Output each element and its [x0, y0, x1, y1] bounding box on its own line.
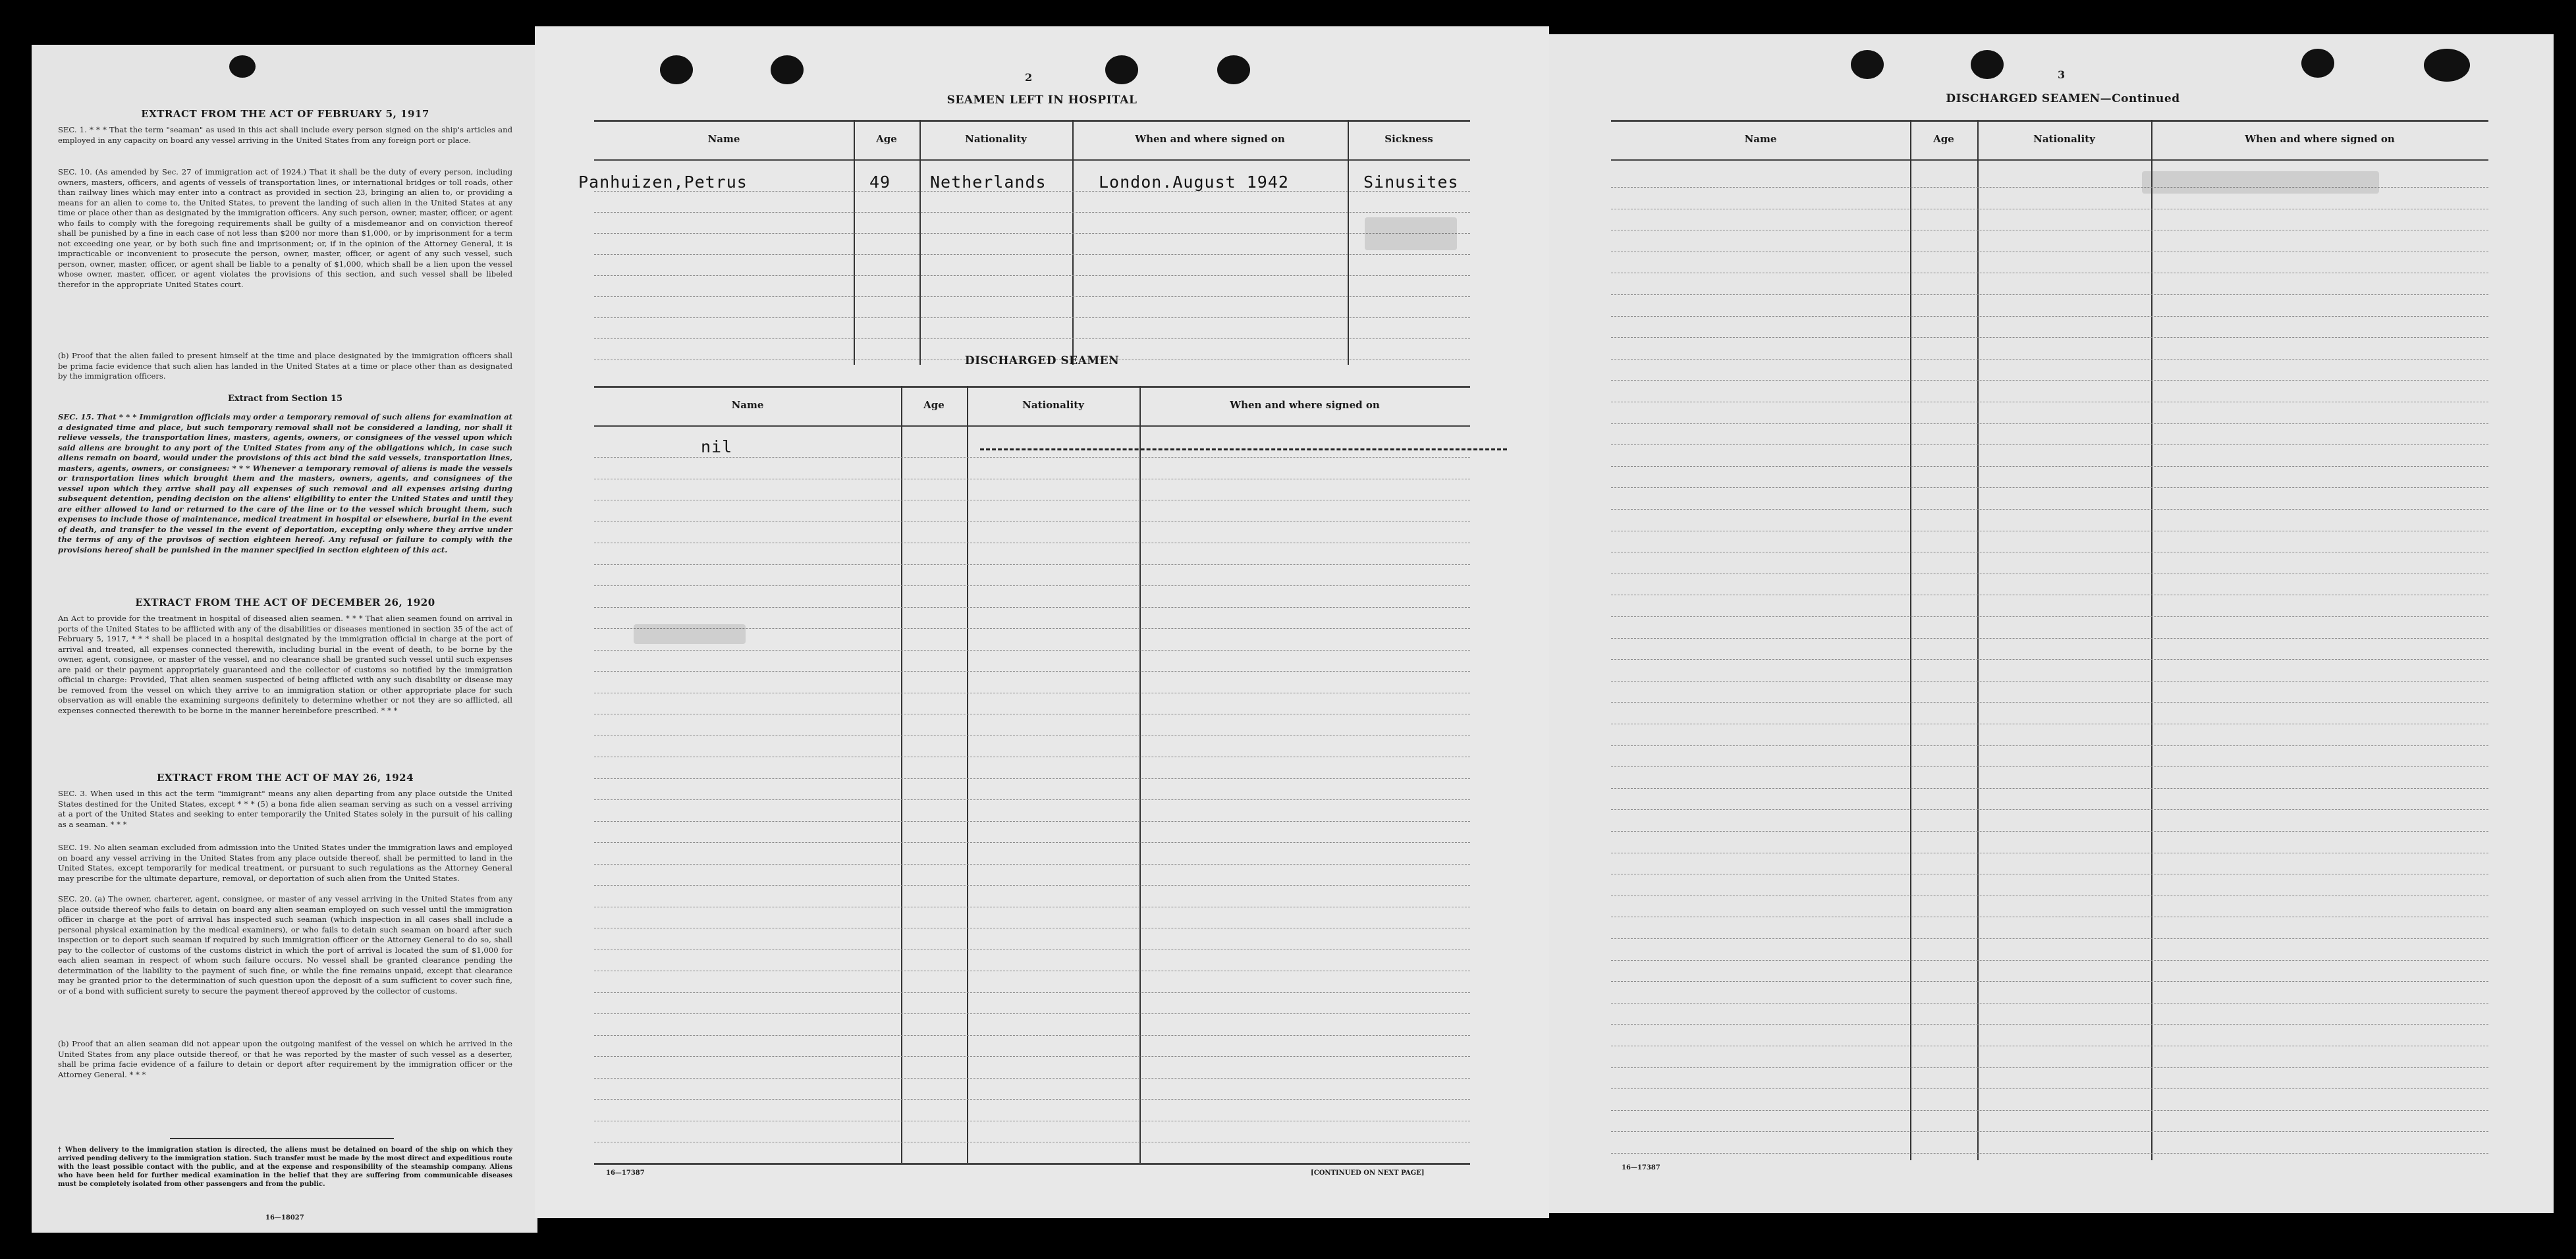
- column-header-signed-on: When and where signed on: [1135, 133, 1285, 145]
- ruled-line: [594, 543, 1470, 544]
- form-page-2: [535, 26, 1549, 1218]
- ruled-line: [1611, 531, 2488, 532]
- ruled-line: [594, 736, 1470, 737]
- ruled-line: [594, 885, 1470, 886]
- ruled-line: [594, 457, 1470, 458]
- hospital-seaman-age: 49: [869, 173, 891, 192]
- ruled-line: [1611, 1003, 2488, 1004]
- form-number: 16—17387: [606, 1169, 645, 1177]
- heading-act-1920: EXTRACT FROM THE ACT OF DECEMBER 26, 1920: [135, 597, 435, 608]
- ruled-line: [1611, 853, 2488, 854]
- ruled-line: [1611, 917, 2488, 918]
- ruled-line: [1611, 509, 2488, 510]
- ruled-line: [1611, 1088, 2488, 1090]
- ruled-line: [594, 1121, 1470, 1122]
- ruled-line: [1611, 702, 2488, 703]
- ruled-line: [1611, 766, 2488, 768]
- strike-through-line: [980, 448, 1507, 450]
- ruled-line: [594, 907, 1470, 908]
- ruled-line: [594, 650, 1470, 651]
- ruled-line: [1611, 595, 2488, 596]
- ruled-line: [1611, 1024, 2488, 1025]
- ruled-line: [594, 564, 1470, 566]
- ruled-line: [1611, 294, 2488, 296]
- ruled-line: [594, 1099, 1470, 1100]
- text-1924-sec-20: SEC. 20. (a) The owner, charterer, agent, consignee, or master of any vessel arriving in the United States from any place outside thereof who fails to detain on board any alien seaman employed on such vessel until the immigration officer in charge at the port of arrival has inspected such seaman (which inspection in all cases shall include a personal physical examination by the medical examiners), or who fails to detain such seaman on board after such inspection or to deport such seaman if required by such immigration officer or the Attorney General to do so, shall pay to the collector of customs of the customs district in which the port of arrival is located the sum of $1,000 for each alien seaman in respect of whom such failure occurs. No vessel shall be granted clearance pending the determination of the liability to the payment of such fine, or while the fine remains unpaid, except that clearance may be granted prior to the determination of such question upon the deposit of a sum sufficient to cover such fine, or of a bond with sufficient surety to secure the payment thereof approved by the collector of customs.: [58, 894, 512, 996]
- ruled-line: [594, 821, 1470, 822]
- ruled-line: [1611, 552, 2488, 553]
- ruled-line: [594, 1056, 1470, 1058]
- form-page-3: [1549, 34, 2554, 1213]
- hospital-seaman-sickness: Sinusites: [1363, 173, 1459, 192]
- ruled-line: [1611, 402, 2488, 403]
- ruled-line: [1611, 230, 2488, 231]
- punch-hole: [1105, 55, 1138, 84]
- column-header-signed-on: When and where signed on: [2245, 133, 2395, 145]
- stain-mark: [2142, 171, 2379, 194]
- ruled-line: [1611, 809, 2488, 811]
- ruled-line: [1611, 874, 2488, 875]
- text-sec-10: SEC. 10. (As amended by Sec. 27 of immigration act of 1924.) That it shall be the duty of every person, including owners, masters, officers, and agents of vessels of transportation lines, or international bridges or toll roads, other than railway lines which may enter into a contract as provided in section 23, bringing an alien to, or providing a means for an alien to come to, the United States, to prevent the landing of such alien in the United States at any time or place other than as designated by the immigration officers. Any such person, owner, master, officer, or agent who fails to comply with the foregoing requirements shall be guilty of a misdemeanor and on conviction thereof shall be punished by a fine in each case of not less than $200 nor more than $1,000, or by imprisonment for a term not exceeding one year, or by both such fine and imprisonment; or, if in the opinion of the Attorney General, it is impracticable or inconvenient to prosecute the person, owner, master, officer, or agent of any such vessel, such person, owner, master, officer, or agent shall be liable to a penalty of $1,000, which shall be a lien upon the vessel whose owner, master, officer, or agent violates the provisions of this section, and such vessel shall be libeled therefor in the appropriate United States court.: [58, 167, 512, 289]
- punch-hole: [229, 55, 256, 78]
- column-header-sickness: Sickness: [1384, 133, 1433, 145]
- column-header-nationality: Nationality: [2033, 133, 2095, 145]
- ruled-line: [594, 757, 1470, 758]
- stain-mark: [634, 624, 746, 644]
- ruled-line: [1611, 466, 2488, 468]
- ruled-line: [594, 992, 1470, 994]
- heading-act-1924: EXTRACT FROM THE ACT OF MAY 26, 1924: [156, 772, 414, 784]
- ruled-line: [1611, 1110, 2488, 1112]
- ruled-line: [594, 671, 1470, 672]
- punch-hole: [1217, 55, 1250, 84]
- ruled-line: [1611, 337, 2488, 338]
- ruled-line: [1611, 788, 2488, 790]
- heading-act-1917: EXTRACT FROM THE ACT OF FEBRUARY 5, 1917: [141, 108, 429, 120]
- heading-section-15: Extract from Section 15: [227, 394, 343, 404]
- ruled-line: [1611, 1067, 2488, 1069]
- ruled-line: [1611, 316, 2488, 317]
- ruled-line: [1611, 831, 2488, 832]
- ruled-line: [1611, 487, 2488, 489]
- column-header-age: Age: [876, 133, 897, 145]
- punch-hole: [660, 55, 693, 84]
- ruled-line: [1611, 359, 2488, 360]
- ruled-line: [594, 778, 1470, 780]
- ruled-line: [594, 714, 1470, 715]
- column-header-age: Age: [923, 399, 945, 411]
- punch-hole: [1971, 50, 2004, 79]
- ruled-line: [594, 1078, 1470, 1079]
- ruled-line: [1611, 252, 2488, 253]
- column-header-nationality: Nationality: [1022, 399, 1084, 411]
- ruled-line: [1611, 938, 2488, 940]
- ruled-line: [1611, 681, 2488, 682]
- form-number: 16—18027: [265, 1214, 304, 1221]
- ruled-line: [1611, 1046, 2488, 1047]
- text-1924-sec-19: SEC. 19. No alien seaman excluded from admission into the United States under the immigration laws and employed on board any vessel arriving in the United States from any place outside thereof, shall be permitted to land in the United States, except temporarily for medical treatment, or pursuant to such regulations as the Attorney General may prescribe for the ultimate departure, removal, or deportation of such alien from the United States.: [58, 843, 512, 883]
- hospital-seaman-nationality: Netherlands: [930, 173, 1047, 192]
- column-header-signed-on: When and where signed on: [1230, 399, 1380, 411]
- ruled-line: [594, 522, 1470, 523]
- ruled-line: [594, 500, 1470, 501]
- punch-hole: [2301, 49, 2334, 78]
- ruled-line: [594, 842, 1470, 844]
- ruled-line: [594, 971, 1470, 972]
- discharged-section-title: DISCHARGED SEAMEN: [964, 354, 1120, 367]
- punch-hole: [2424, 49, 2470, 82]
- column-header-name: Name: [731, 399, 764, 411]
- ruled-line: [594, 950, 1470, 951]
- ruled-line: [1611, 574, 2488, 575]
- ruled-line: [594, 864, 1470, 865]
- text-sec-15: SEC. 15. That * * * Immigration officials may order a temporary removal of such aliens for examination at a designated time and place, but such temporary removal shall not be considered a landing, nor shall it relieve vessels, the transportation lines, masters, agents, owners, or consignees of the vessel upon which said aliens are brought to any port of the United States from any of the obligations which, in case such aliens remain on board, would under the provisions of this act bind the said vessels, transportation lines, masters, agents, owners, or consignees: * * * Whenever a temporary removal of aliens is made the vessels or transportation lines which brought them and the masters, owners, agents, and consignees of the vessel upon which they arrive shall pay all expenses of such removal and all expenses arising during subsequent detention, pending decision on the aliens' eligibility to enter the United States and until they are either allowed to land or returned to the care of the line or to the vessel which brought them, such expenses to include those of maintenance, medical treatment in hospital or elsewhere, burial in the event of death, and transfer to the vessel in the event of deportation, excepting only where they arrive under the terms of any of the provisos of section eighteen hereof. Any refusal or failure to comply with the provisions hereof shall be punished in the manner specified in section eighteen of this act.: [58, 412, 512, 554]
- form-number: 16—17387: [1622, 1164, 1660, 1171]
- column-header-name: Name: [707, 133, 740, 145]
- ruled-line: [594, 585, 1470, 587]
- ruled-line: [1611, 960, 2488, 961]
- ruled-line: [1611, 981, 2488, 982]
- ruled-line: [1611, 1153, 2488, 1154]
- ruled-line: [1611, 209, 2488, 210]
- ruled-line: [1611, 1131, 2488, 1133]
- ruled-line: [594, 928, 1470, 929]
- ruled-line: [594, 799, 1470, 801]
- ruled-line: [1611, 724, 2488, 725]
- footnote-text: † When delivery to the immigration station is directed, the aliens must be detained on board of the ship on which they arrived pending delivery to the immigration station. Such transfer must be made by the most direct and expeditious route with the least possible contact with the public, and at the expense and responsibility of the steamship company. Aliens who have been held for further medical examination in the belief that they are suffering from communicable diseases must be completely isolated from other passengers and from the public.: [58, 1146, 512, 1188]
- ruled-line: [1611, 423, 2488, 425]
- punch-hole: [1851, 50, 1884, 79]
- continued-note: [CONTINUED ON NEXT PAGE]: [1311, 1169, 1425, 1177]
- page-number: 3: [2058, 68, 2066, 81]
- text-sec-1: SEC. 1. * * * That the term "seaman" as used in this act shall include every person signed on the ship's articles and employed in any capacity on board any vessel arriving in the United States from any foreign port or place.: [58, 125, 512, 145]
- ruled-line: [1611, 444, 2488, 446]
- ruled-line: [1611, 380, 2488, 381]
- ruled-line: [594, 1142, 1470, 1143]
- ruled-line: [594, 693, 1470, 694]
- hospital-section-title: SEAMEN LEFT IN HOSPITAL: [946, 94, 1137, 107]
- punch-hole: [771, 55, 804, 84]
- discharged-continued-title: DISCHARGED SEAMEN—Continued: [1946, 92, 2180, 105]
- ruled-line: [594, 479, 1470, 480]
- ruled-line: [594, 1035, 1470, 1036]
- column-header-name: Name: [1744, 133, 1777, 145]
- ruled-line: [1611, 638, 2488, 639]
- text-act-1920: An Act to provide for the treatment in hospital of diseased alien seamen. * * * That alien seamen found on arrival in ports of the United States to be afflicted with any of the disabilities or diseases mentioned in section 35 of the act of February 5, 1917, * * * shall be placed in a hospital designated by the immigration official in charge at the port of arrival and treated, all expenses connected therewith, including burial in the event of death, to be borne by the owner, agent, consignee, or master of the vessel, and no clearance shall be granted such vessel until such expenses are paid or their payment appropriately guaranteed and the collector of customs so notified by the immigration official in charge: Provided, That alien seamen suspected of being afflicted with any such disability or disease may be removed from the vessel on which they arrive to an immigration station or other appropriate place for such observation as will enable the examining surgeons definitely to determine whether or not they are so afflicted, all expenses connected therewith to be borne in the manner hereinbefore prescribed. * * *: [58, 614, 512, 715]
- hospital-seaman-signed-on: London.August 1942: [1099, 173, 1289, 192]
- column-header-age: Age: [1933, 133, 1954, 145]
- text-1924-sec-3: SEC. 3. When used in this act the term "immigrant" means any alien departing from any place outside the United States destined for the United States, except * * * (5) a bona fide alien seaman serving as such on a vessel arriving at a port of the United States and seeking to enter temporarily the United States solely in the pursuit of his calling as a seaman. * * *: [58, 789, 512, 829]
- stain-mark: [1365, 217, 1457, 250]
- ruled-line: [1611, 273, 2488, 274]
- page-number: 2: [1025, 71, 1033, 84]
- column-header-nationality: Nationality: [965, 133, 1027, 145]
- ruled-line: [1611, 659, 2488, 660]
- text-proof-landing: (b) Proof that the alien failed to present himself at the time and place designated by the immigration officers shall be prima facie evidence that such alien has landed in the United States at a time or place other than as designated by the immigration officers.: [58, 351, 512, 381]
- text-1924-proof: (b) Proof that an alien seaman did not appear upon the outgoing manifest of the vessel on which he arrived in the United States from any place outside thereof, or that he was reported by the master of such vessel as a deserter, shall be prima facie evidence of a failure to detain or deport after requirement by the immigration officer or the Attorney General. * * *: [58, 1039, 512, 1079]
- discharged-entry-nil: nil: [701, 437, 733, 456]
- ruled-line: [1611, 896, 2488, 897]
- ruled-line: [594, 607, 1470, 608]
- ruled-line: [1611, 616, 2488, 618]
- legal-extracts-page: [32, 45, 537, 1233]
- hospital-seaman-name: Panhuizen,Petrus: [578, 173, 748, 192]
- ruled-line: [1611, 745, 2488, 747]
- ruled-line: [594, 1013, 1470, 1015]
- footnote-divider: [170, 1138, 394, 1139]
